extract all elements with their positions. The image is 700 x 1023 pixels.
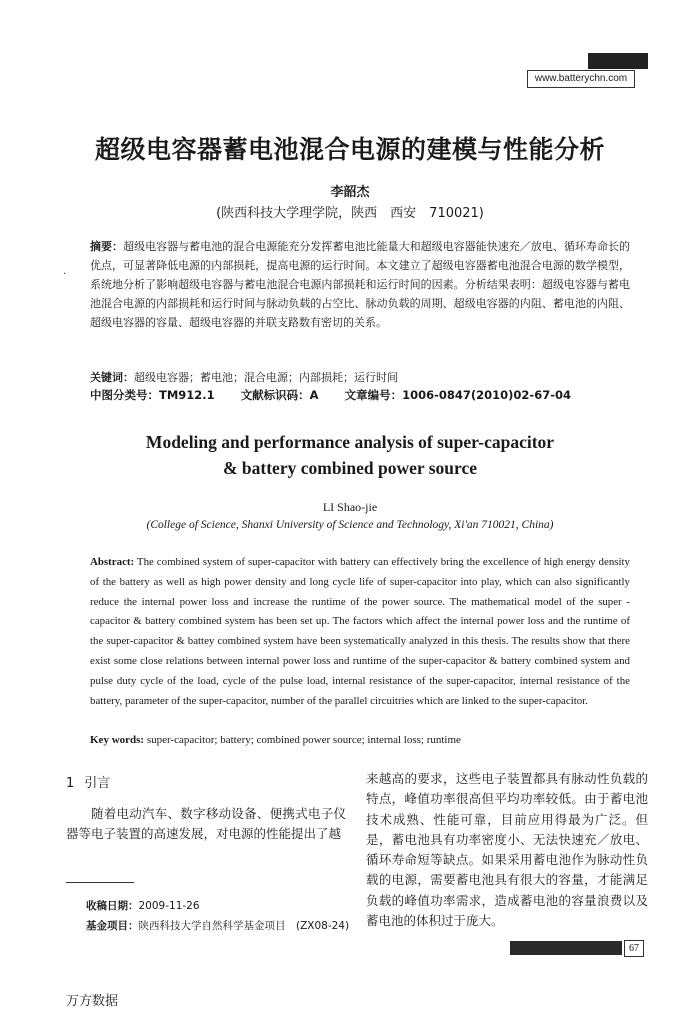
abstract-en-text: The combined system of super-capacitor with battery can effectively bring the excellence of high energy density of the battery as well as high power density and long cycle life of super-capacitor into play, which can also significantly reduce the internal power loss and increase the runtime of the power source. The mathematical model of the super -capacitor & battery combined system has been set up. The factors which affect the internal power loss and the runtime of the super-capacitor & battey combined system have been systematically analyzed in this thesis. The results show that there exist some close relations between internal power loss and runtime of the super-capacitor & battery combined system and pulse duty cycle of the load, cycle of the pulse load, internal resistance of the super-capacitor, internal resistance of the battery, parameter of the super-capacitor, number of the parallel circuitries which are linked to the super-capacitor. bbox=[90, 556, 630, 707]
keywords-en-text: super-capacitor; battery; combined power source; internal loss; runtime bbox=[144, 734, 461, 746]
abstract-cn-label: 摘要： bbox=[90, 240, 124, 253]
clc-number: 中图分类号：TM912.1 bbox=[90, 388, 215, 402]
page-number: 67 bbox=[624, 940, 644, 957]
journal-url[interactable]: www.batterychn.com bbox=[527, 70, 635, 88]
body-left-column: 随着电动汽车、数字移动设备、便携式电子仪器等电子装置的高速发展，对电源的性能提出了越 bbox=[66, 806, 346, 841]
author-en: LI Shao-jie bbox=[322, 500, 378, 514]
keywords-cn-text: 超级电容器；蓄电池；混合电源；内部损耗；运行时间 bbox=[134, 371, 398, 384]
fund-label: 基金项目： bbox=[86, 920, 139, 932]
margin-dot: . bbox=[63, 266, 67, 277]
article-number: 文章编号：1006-0847(2010)02-67-04 bbox=[344, 388, 571, 402]
title-en-line1: Modeling and performance analysis of super-capacitor bbox=[145, 432, 555, 452]
affiliation-cn: (陕西科技大学理学院，陕西 西安 710021) bbox=[216, 206, 484, 221]
abstract-en bbox=[90, 553, 630, 711]
title-en-line2: & battery combined power source bbox=[222, 458, 478, 478]
footnote-fund bbox=[86, 918, 349, 933]
fund-value: 陕西科技大学自然科学基金项目 (ZX08-24) bbox=[138, 920, 350, 932]
keywords-en-label: Key words: bbox=[90, 734, 145, 746]
watermark-text: 万方数据 bbox=[66, 994, 119, 1009]
section-title: 引言 bbox=[84, 776, 111, 791]
abstract-cn-text: 超级电容器与蓄电池的混合电源能充分发挥蓄电池比能量大和超级电容器能快速充／放电、循环寿命长的优点，可显著降低电源的内部损耗，提高电源的运行时间。本文建立了超级电容器蓄电池混合电源的数学模型，系统地分析了影响超级电容器与蓄电池混合电源内部损耗和运行时间的因素。分析结果表明：超级电容器与蓄电池混合电源的内部损耗和运行时间与脉动负载的占空比、脉动负载的周期、超级电容器的内阻、蓄电池的内阻、超级电容器的容量、超级电容器的并联支路数有密切的关系。 bbox=[90, 240, 630, 329]
classification-line bbox=[90, 387, 650, 403]
abstract-en-label: Abstract: bbox=[90, 556, 135, 568]
received-value: 2009-11-26 bbox=[138, 900, 200, 912]
abstract-cn bbox=[90, 237, 630, 332]
header-logo-block bbox=[588, 53, 648, 69]
footer-journal-block bbox=[510, 941, 622, 955]
keywords-cn bbox=[90, 369, 630, 385]
section-heading bbox=[66, 772, 120, 791]
page-title: 超级电容器蓄电池混合电源的建模与性能分析 bbox=[94, 135, 605, 164]
affiliation-en: (College of Science, Shanxi University of Science and Technology, Xi'an 710021, China) bbox=[146, 519, 554, 531]
footnote-divider bbox=[66, 882, 134, 883]
author-cn: 李韶杰 bbox=[330, 185, 370, 200]
body-right-column: 来越高的要求，这些电子装置都具有脉动性负载的特点，峰值功率很高但平均功率较低。由于蓄电池技术成熟、性能可靠，目前应用得最为广泛。但是，蓄电池具有功率密度小、无法快速充／放电、循环寿命短等缺点。如果采用蓄电池作为脉动性负载的电源，需要蓄电池具有很大的容量，才能满足负载的峰值功率需求，造成蓄电池的容量浪费以及蓄电池的体积过于庞大。 bbox=[366, 771, 648, 929]
keywords-en bbox=[90, 734, 630, 746]
title-en bbox=[0, 429, 700, 481]
document-code: 文献标识码：A bbox=[240, 388, 319, 402]
footnote-received bbox=[86, 898, 200, 913]
section-number: 1 bbox=[66, 776, 75, 791]
keywords-cn-label: 关键词： bbox=[90, 371, 134, 384]
received-label: 收稿日期： bbox=[86, 900, 139, 912]
